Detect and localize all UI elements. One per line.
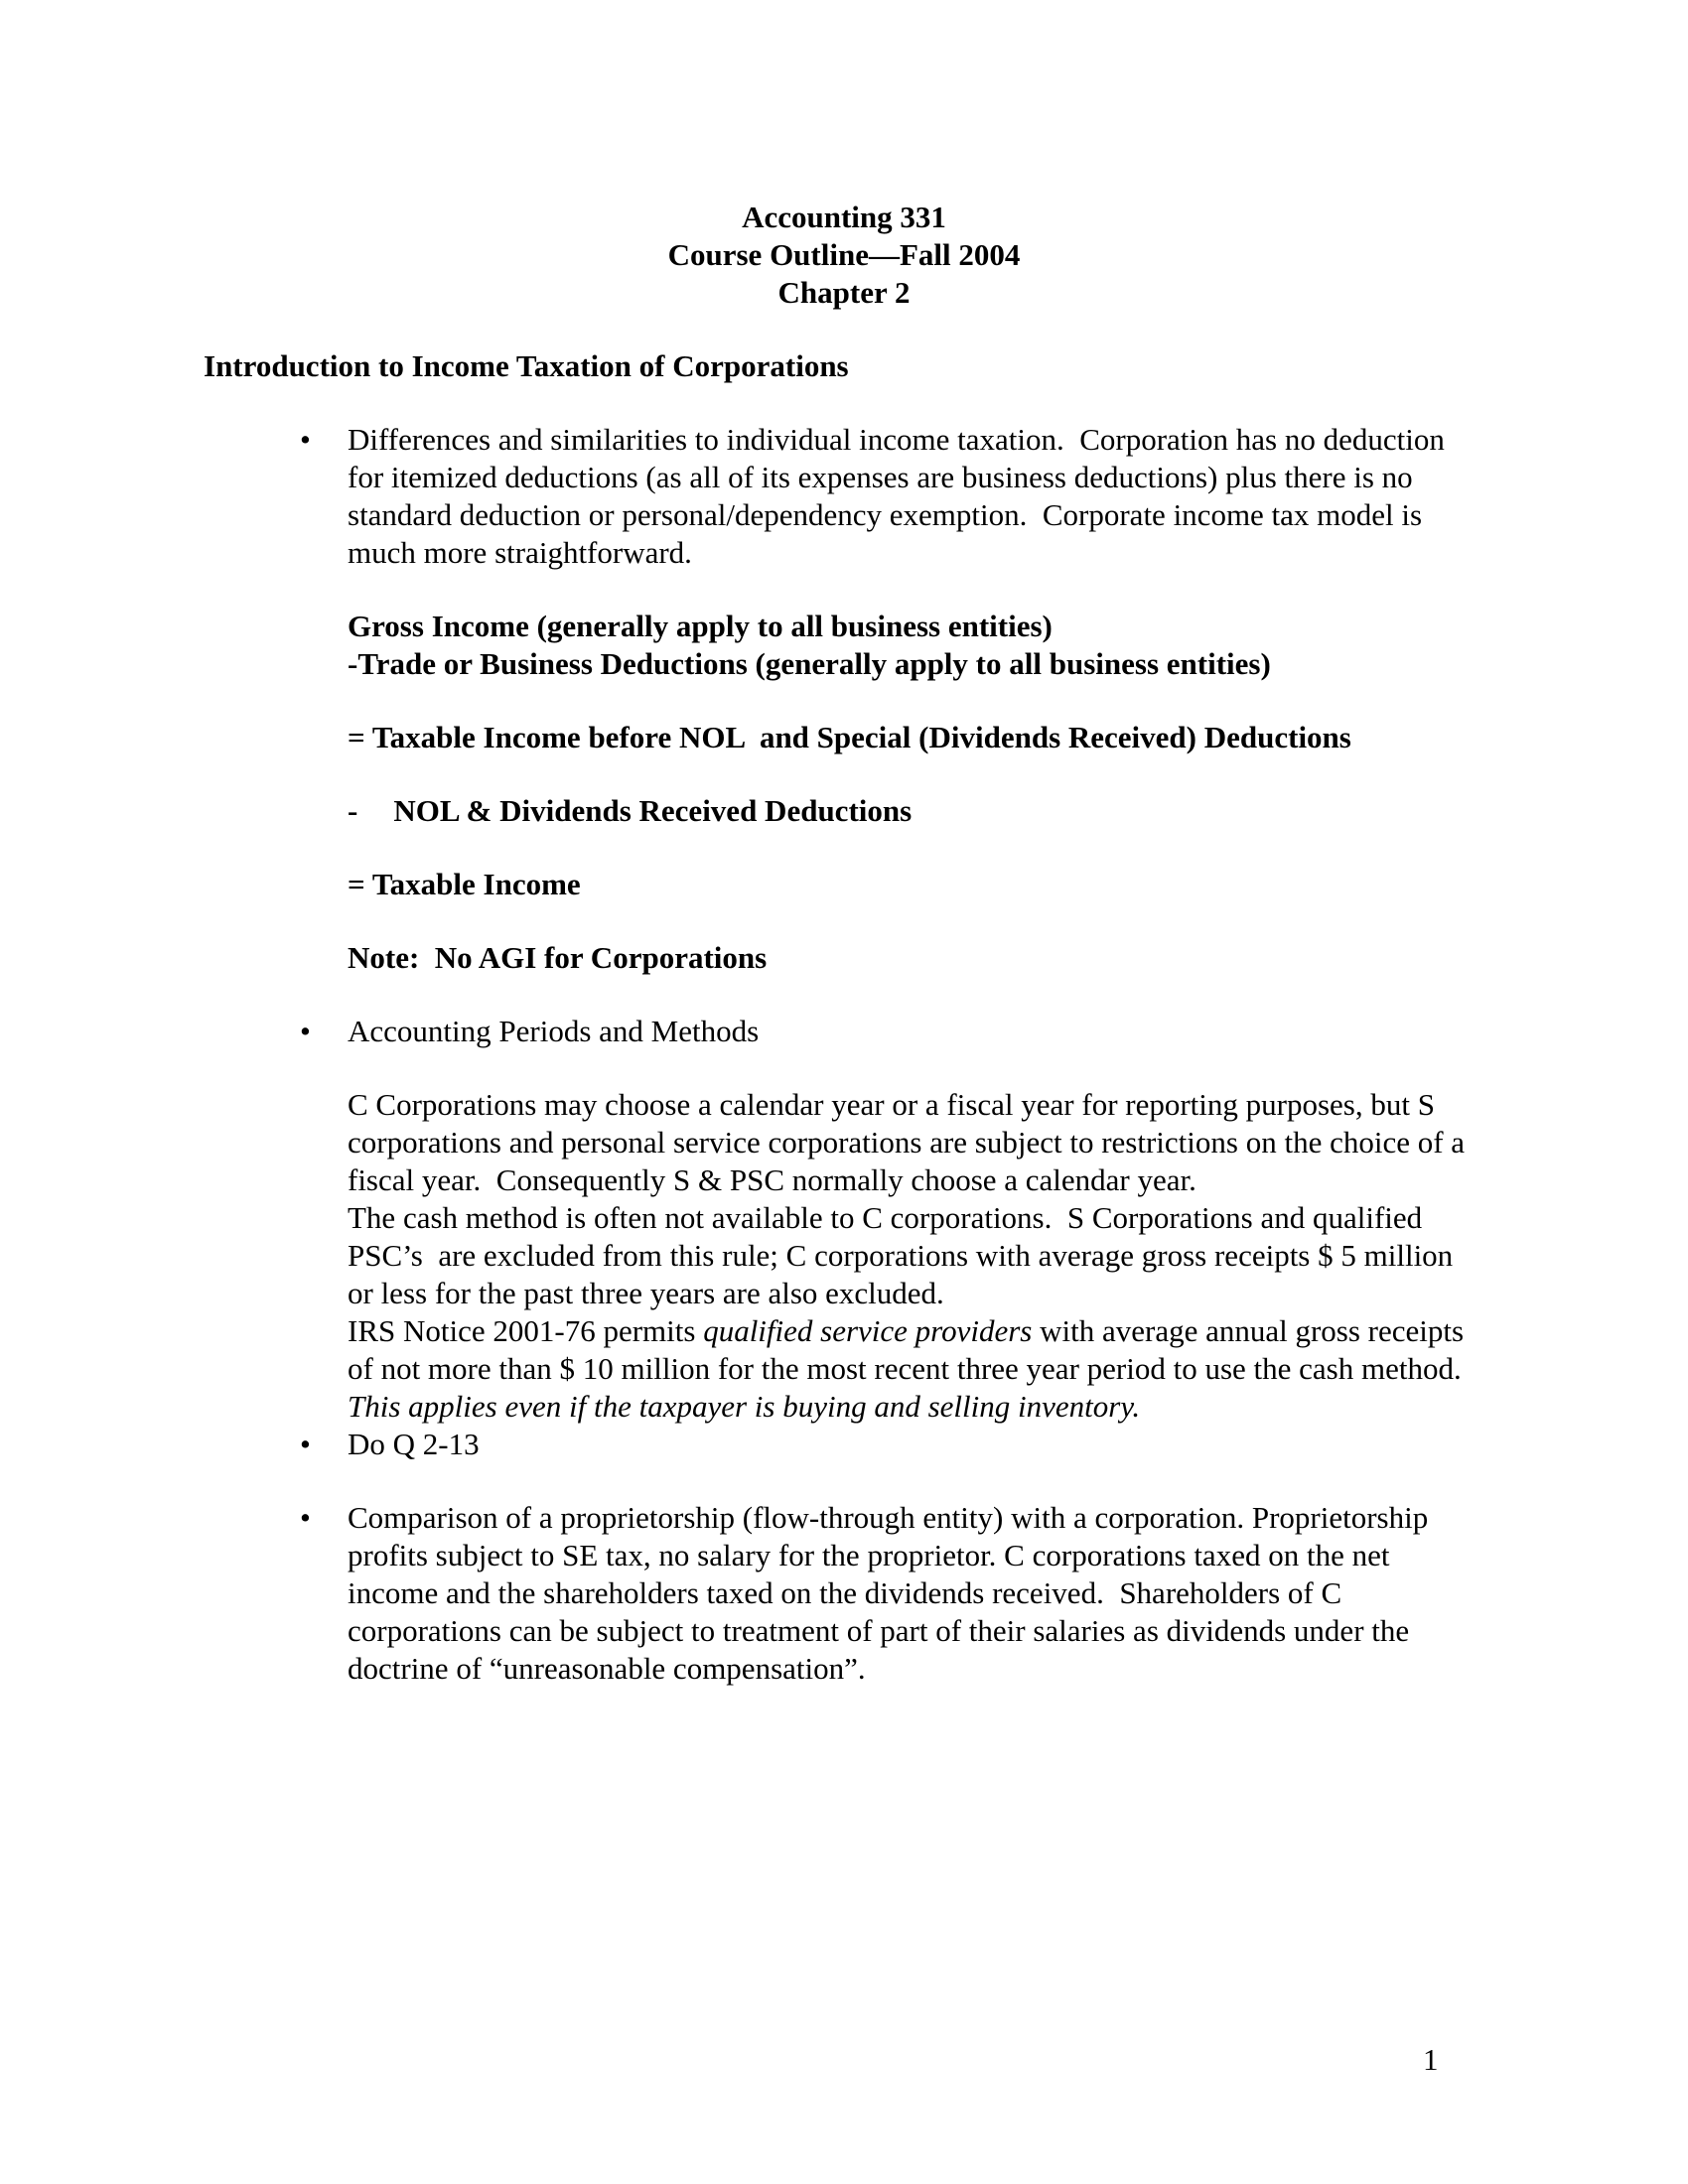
bullet-comparison [204, 1499, 1484, 1688]
formula-gross-block [204, 608, 1484, 683]
bullet-icon: • [300, 1427, 311, 1461]
title-outline: Course Outline—Fall 2004 [667, 237, 1021, 272]
bullet-differences [204, 421, 1484, 572]
formula-trade-deductions-line: -Trade or Business Deductions (generally apply to all business entities) [348, 646, 1271, 681]
formula-taxable-income-line: = Taxable Income [348, 867, 581, 901]
formula-taxable-income-block [204, 866, 1484, 903]
bullet-icon: • [300, 1500, 311, 1535]
bullet-icon: • [300, 1014, 311, 1048]
bullet-icon: • [300, 422, 311, 457]
section-heading: Introduction to Income Taxation of Corporations [204, 348, 849, 383]
irs-notice-lead: IRS Notice 2001-76 permits [348, 1313, 704, 1348]
paragraph-cash-method: The cash method is often not available to C corporations. S Corporations and qualified PSC’s are excluded from this rule; C corporations with average gross receipts $ 5 million or less for the past three years are also excluded. [348, 1200, 1461, 1310]
bullet-accounting-periods [204, 1013, 1484, 1050]
formula-gross-income-line: Gross Income (generally apply to all business entities) [348, 609, 1053, 643]
formula-taxable-before-line: = Taxable Income before NOL and Special (Dividends Received) Deductions [348, 720, 1351, 754]
document-title [204, 199, 1484, 312]
formula-note-block [204, 939, 1484, 977]
irs-notice-middle: with average annual gross receipts of not more than $ 10 million for the most recent three year period to use the cash method. [348, 1313, 1477, 1386]
bullet-differences-text: Differences and similarities to individual income taxation. Corporation has no deduction for itemized deductions (as all of its expenses are business deductions) plus there is no standard deduction or personal/dependency exemption. Corporate income tax model is much more straightforward. [348, 422, 1453, 570]
formula-note-line: Note: No AGI for Corporations [348, 940, 768, 975]
formula-nol-text: NOL & Dividends Received Deductions [393, 793, 913, 828]
page-number: 1 [1423, 2042, 1439, 2077]
title-chapter: Chapter 2 [777, 275, 911, 310]
title-course: Accounting 331 [742, 200, 946, 234]
irs-notice-italic-inventory: This applies even if the taxpayer is buying and selling inventory. [348, 1389, 1141, 1424]
bullet-accounting-periods-text: Accounting Periods and Methods [348, 1014, 760, 1048]
formula-taxable-before-block [204, 719, 1484, 756]
bullet-do-q-text: Do Q 2-13 [348, 1427, 480, 1461]
formula-minus-sign: - [348, 793, 358, 828]
formula-nol-block [204, 792, 1484, 830]
bullet-comparison-text: Comparison of a proprietorship (flow-through entity) with a corporation. Proprietorship profits subject to SE tax, no salary for the proprietor. C corporations taxed on the net income and the shareholders taxed on the dividends received. Shareholders of C corporations can be subject to treatment of part of their salaries as dividends under the doctrine of “unreasonable compensation”. [348, 1500, 1436, 1686]
formula-nol-line [348, 792, 1484, 830]
bullet-do-q [204, 1426, 1484, 1463]
irs-notice-italic-providers: qualified service providers [703, 1313, 1033, 1348]
paragraph-accounting-periods: C Corporations may choose a calendar year or a fiscal year for reporting purposes, but S corporations and personal service corporations are subject to restrictions on the choice of a fiscal year. Consequently S & PSC normally choose a calendar year. [348, 1087, 1473, 1197]
paragraph-irs-notice [204, 1312, 1484, 1426]
